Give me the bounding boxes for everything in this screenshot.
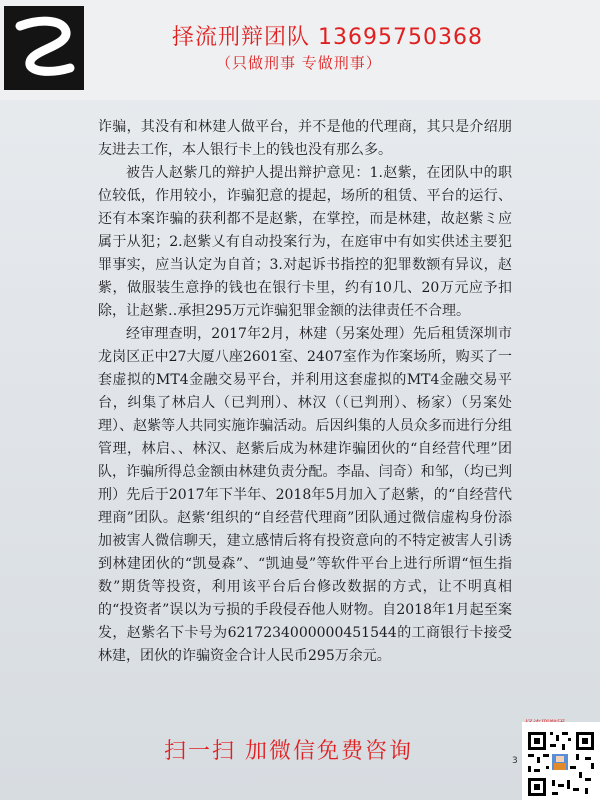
zigzag-logo-icon bbox=[4, 6, 84, 90]
paragraph: 经审理查明，2017年2月，林建（另案处理）先后租赁深圳市龙岗区正中27大厦八座2601室、2407室作为作案场所，购买了一套虚拟的MT4金融交易平台，并利用这套虚拟的MT4金融交易平台，纠集了林启人（已判刑）、林汉（（已判刑）、杨家）（另案处理）、赵紫等人共同实施诈骗活动。后因纠集的人员众多而进行分组管理，林启、、林汉、赵紫后成为林建诈骗团伙的“自经营代理”团队，诈骗所得总金额由林建负责分配。李晶、闫奇）和邹，（均已判刑）先后于2017年下半年、2018年5月加入了赵紫，的“自经营代理商”团队。赵紫‘组织的“自经营代理商”团队通过微信虚构身份添加被害人微信聊天，建立感情后将有投资意向的不特定被害人引诱到林建团伙的“凯曼森”、“凯迪曼”等软件平台上进行所谓“恒生指数”期货等投资，利用该平台后台修改数据的方式，让不明真相的“投资者”误以为亏损的手段侵吞他人财物。自2018年1月起至案发，赵紫名下卡号为6217234000000451544的工商银行卡接受林建，团伙的诈骗资金合计人民币295万余元。 bbox=[98, 326, 512, 664]
promo-header bbox=[0, 0, 600, 100]
consult-cta: 扫一扫 加微信免费咨询 bbox=[164, 739, 413, 764]
brand-title: 择流刑辩团队 13695750368 bbox=[172, 25, 483, 50]
brand-subtitle: （只做刑事 专做刑事） bbox=[216, 54, 382, 72]
paragraph: 诈骗，其没有和林建人做平台，并不是他的代理商，其只是介绍朋友进去工作，本人银行卡上的钱也没有那么多。 bbox=[98, 119, 512, 158]
page-number: 3 bbox=[512, 756, 518, 766]
paragraph: 被告人赵紫几的辩护人提出辩护意见：1.赵紫，在团队中的职位较低，作用较小，诈骗犯意的提起，场所的租赁、平台的运行、还有本案诈骗的获利都不是赵紫，在掌控，而是林建，故赵紫ミ应属于从犯；2.赵紫乂有自动投案行为，在庭审中有如实供述主要犯罪事实，应当认定为自首；3.对起诉书指控的犯罪数额有异议，赵紫，做服装生意挣的钱也在银行卡里，约有10几、20万元应予扣除，让赵紫‥承担295万元诈骗犯罪金额的法律责任不合理。 bbox=[98, 165, 512, 319]
document-body bbox=[98, 116, 512, 668]
qr-code-icon[interactable] bbox=[522, 722, 600, 800]
